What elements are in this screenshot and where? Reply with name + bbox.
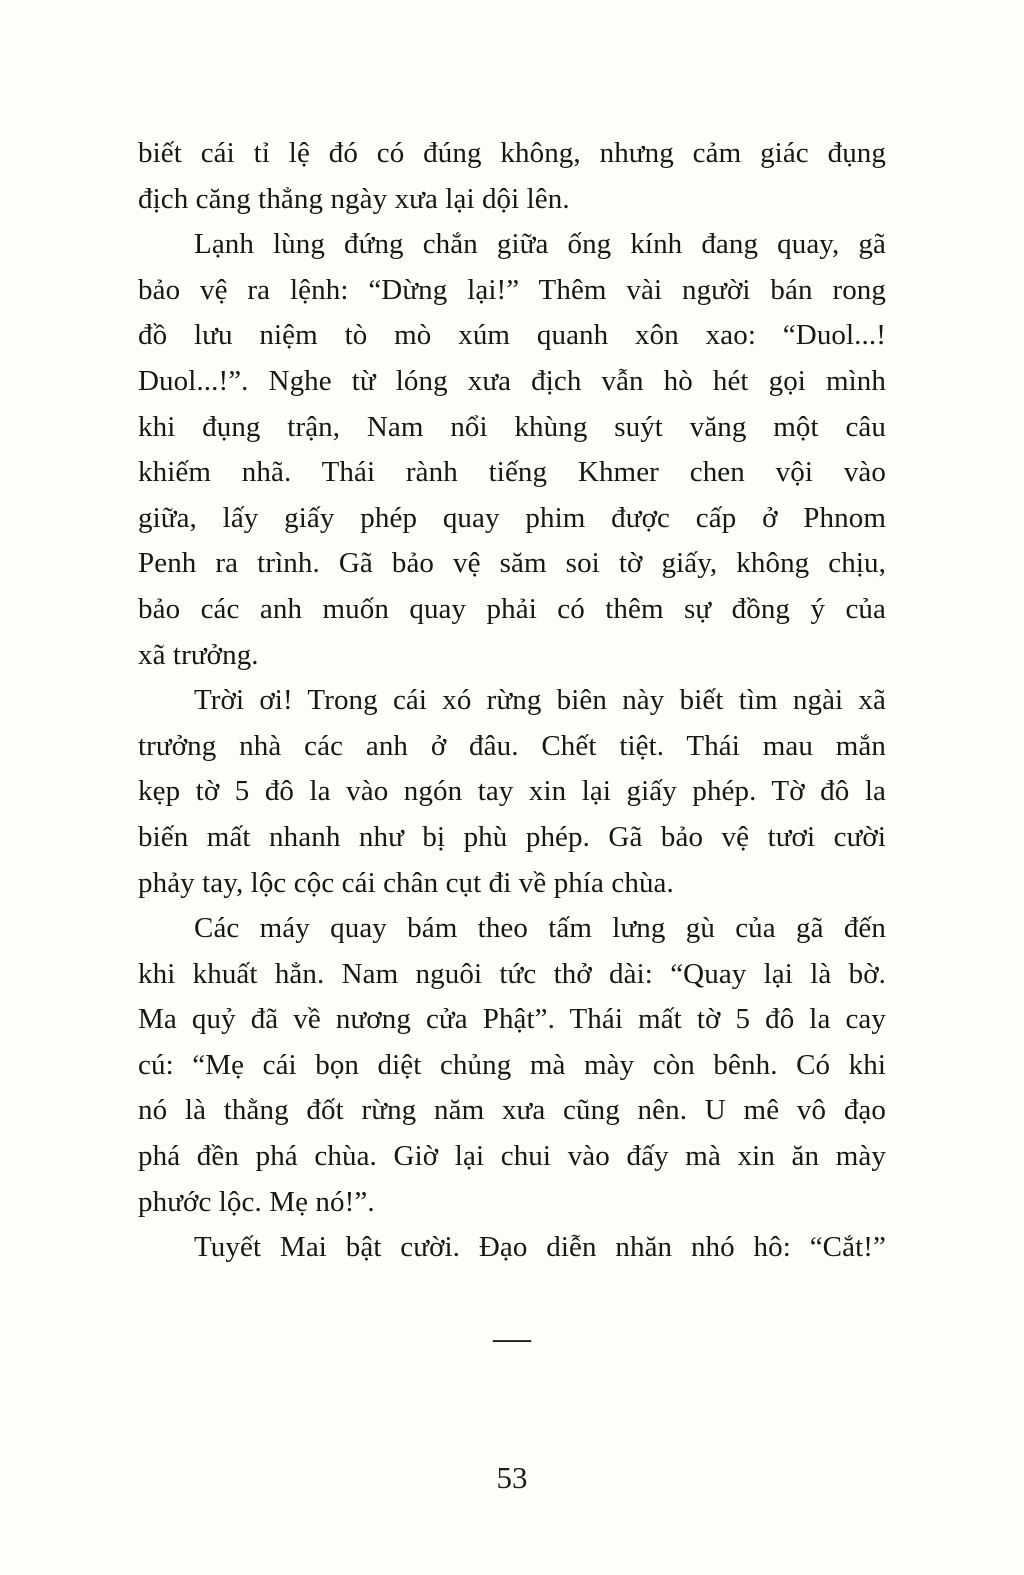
text-line: trưởng nhà các anh ở đâu. Chết tiệt. Thái mau mắn xyxy=(138,729,886,762)
text-line: Lạnh lùng đứng chắn giữa ống kính đang quay, gã xyxy=(194,228,886,261)
text-line: địch căng thẳng ngày xưa lại dội lên. xyxy=(138,182,570,215)
text-line: nó là thằng đốt rừng năm xưa cũng nên. U mê vô đạo xyxy=(138,1094,886,1127)
text-line: đồ lưu niệm tò mò xúm quanh xôn xao: “Duol...! xyxy=(138,319,886,352)
text-line: khi đụng trận, Nam nổi khùng suýt văng một câu xyxy=(138,410,886,443)
text-line: cú: “Mẹ cái bọn diệt chủng mà mày còn bênh. Có khi xyxy=(138,1048,886,1081)
text-line: Các máy quay bám theo tấm lưng gù của gã đến xyxy=(194,912,886,945)
text-line: biết cái tỉ lệ đó có đúng không, nhưng cảm giác đụng xyxy=(138,137,886,169)
text-line: Trời ơi! Trong cái xó rừng biên này biết tìm ngài xã xyxy=(194,684,886,717)
text-line: phá đền phá chùa. Giờ lại chui vào đấy mà xin ăn mày xyxy=(138,1140,886,1173)
text-column xyxy=(138,131,886,1271)
text-line: khi khuất hẳn. Nam nguôi tức thở dài: “Quay lại là bờ. xyxy=(138,957,886,990)
text-line: giữa, lấy giấy phép quay phim được cấp ở Phnom xyxy=(138,501,886,534)
text-line: Duol...!”. Nghe từ lóng xưa địch vẫn hò hét gọi mình xyxy=(138,364,886,397)
text-line: xã trưởng. xyxy=(138,638,259,671)
text-line: kẹp tờ 5 đô la vào ngón tay xin lại giấy phép. Tờ đô la xyxy=(138,775,886,808)
text-line: Penh ra trình. Gã bảo vệ săm soi tờ giấy, không chịu, xyxy=(138,547,886,580)
text-line: phước lộc. Mẹ nó!”. xyxy=(138,1185,375,1218)
text-line: Tuyết Mai bật cười. Đạo diễn nhăn nhó hô: “Cắt!” xyxy=(194,1231,886,1264)
text-line: bảo vệ ra lệnh: “Dừng lại!” Thêm vài người bán rong xyxy=(138,273,886,306)
page-number: 53 xyxy=(496,1460,528,1495)
text-line: bảo các anh muốn quay phải có thêm sự đồng ý của xyxy=(138,592,886,625)
text-line: khiếm nhã. Thái rành tiếng Khmer chen vội vào xyxy=(138,456,886,489)
text-line: phảy tay, lộc cộc cái chân cụt đi về phía chùa. xyxy=(138,866,674,899)
section-separator-dash: — xyxy=(493,1317,531,1359)
text-line: Ma quỷ đã về nương cửa Phật”. Thái mất tờ 5 đô la cay xyxy=(138,1003,886,1036)
text-line: biến mất nhanh như bị phù phép. Gã bảo vệ tươi cười xyxy=(138,820,886,853)
